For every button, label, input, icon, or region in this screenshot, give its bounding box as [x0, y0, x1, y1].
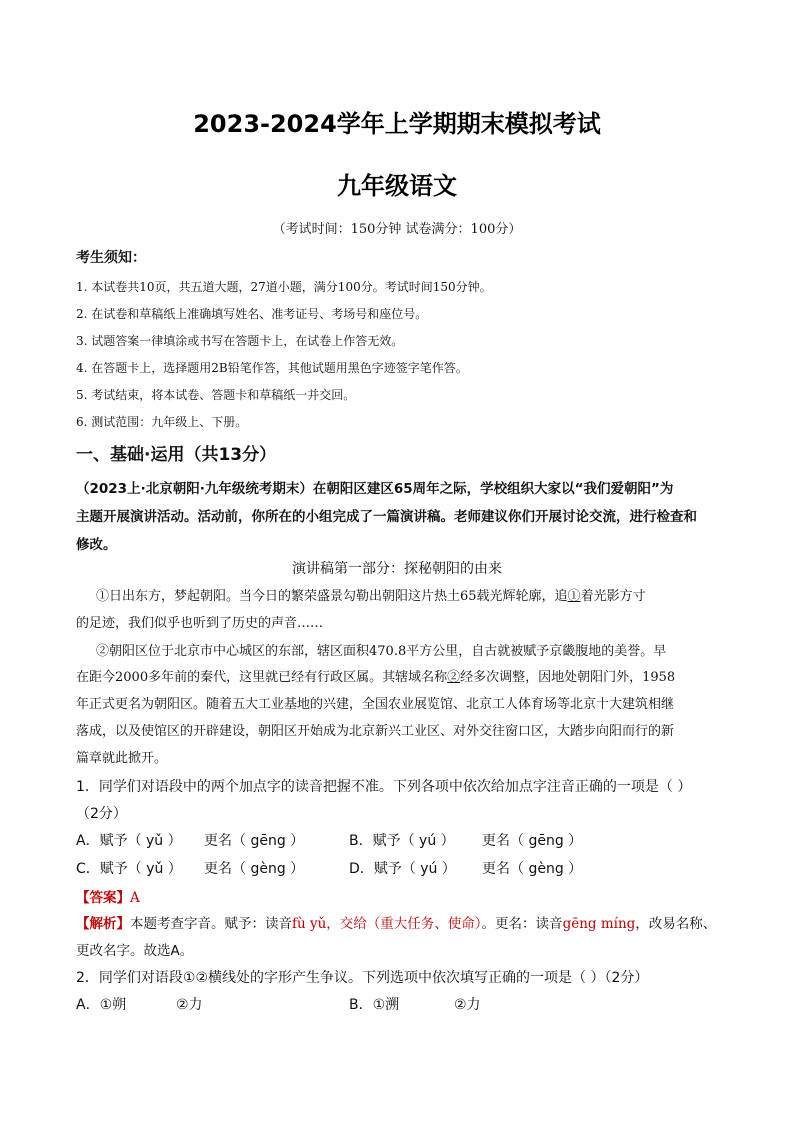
- subject-title: 九年级语文: [337, 172, 457, 200]
- notice-item: 4. 在答题卡上，选择题用2B铅笔作答，其他试题用黑色字迹签字笔作答。: [76, 361, 468, 375]
- speech-title: 演讲稿第一部分：探秘朝阳的由来: [292, 561, 502, 577]
- q1-option-b: B．赋予（ yú ）: [349, 833, 455, 849]
- q1-option-d: D．赋予（ yú ）: [349, 861, 456, 877]
- section-heading: 一、基础·运用（共13分）: [76, 445, 277, 465]
- speech-para2-line: ②朝阳区位于北京市中心城区的东部，辖区面积470.8平方公里，自古就被赋予京畿腹地的美誉。早: [96, 644, 667, 659]
- notice-item: 6. 测试范围：九年级上、下册。: [76, 415, 248, 429]
- exam-info: （考试时间：150分钟 试卷满分：100分）: [272, 222, 522, 237]
- notice-item: 1. 本试卷共10页，共五道大题，27道小题，满分100分。考试时间150分钟。: [76, 280, 492, 294]
- q2-option-b: B．①溯: [349, 997, 400, 1013]
- intro-line: 修改。: [76, 537, 117, 553]
- q2-option-a: A．①朔: [76, 997, 127, 1013]
- speech-para2-line: 年正式更名为朝阳区。随着五大工业基地的兴建，全国农业展览馆、北京工人体育场等北京十大建筑相继: [76, 697, 675, 712]
- question-2-stem: 2．同学们对语段①②横线处的字形产生争议。下列选项中依次填写正确的一项是（ ）（2分）: [76, 970, 649, 986]
- exam-title: 2023-2024学年上学期期末模拟考试: [193, 110, 601, 138]
- notice-heading: 考生须知：: [76, 250, 146, 266]
- notice-item: 2. 在试卷和草稿纸上准确填写姓名、准考证号、考场号和座位号。: [76, 307, 428, 321]
- notice-item: 5. 考试结束，将本试卷、答题卡和草稿纸一并交回。: [76, 388, 356, 402]
- q1-option-d-2: 更名（ gèng ）: [482, 861, 583, 877]
- q1-option-a-2: 更名（ gēng ）: [204, 833, 305, 849]
- question-1-stem: 1．同学们对语段中的两个加点字的读音把握不准。下列各项中依次给加点字注音正确的一项是（ ）: [76, 779, 692, 795]
- q1-option-b-2: 更名（ gēng ）: [482, 833, 583, 849]
- intro-line: 主题开展演讲活动。活动前，你所在的小组完成了一篇演讲稿。老师建议你们开展讨论交流，进行检查和: [76, 509, 697, 525]
- speech-para2-line: 篇章就此掀开。: [76, 751, 168, 766]
- q1-option-c-2: 更名（ gèng ）: [204, 861, 305, 877]
- q1-option-a: A．赋予（ yǔ ）: [76, 833, 182, 849]
- q2-option-b-2: ②力: [454, 997, 481, 1013]
- q1-answer: 【答案】A: [76, 890, 140, 906]
- speech-para2-line: 落成，以及使馆区的开辟建设，朝阳区开始成为北京新兴工业区、对外交往窗口区，大踏步向阳而行的新: [76, 724, 675, 739]
- speech-para2-line: 在距今2000多年前的秦代，这里就已经有行政区属。其辖域名称②经多次调整，因地处朝阳门外，1958: [76, 670, 676, 685]
- q1-option-c: C．赋予（ yǔ ）: [76, 861, 182, 877]
- blank-1: ①: [567, 589, 581, 604]
- speech-para1-line2: 的足迹，我们似乎也听到了历史的声音……: [76, 616, 324, 631]
- q1-analysis-line1: 【解析】本题考查字音。赋予：读音fù yǔ，交给（重大任务、使命）。更名：读音gēng míng，改易名称、: [76, 916, 717, 932]
- blank-2: ②: [447, 670, 461, 685]
- q1-analysis-line2: 更改名字。故选A。: [76, 943, 194, 959]
- intro-line: （2023上·北京朝阳·九年级统考期末）在朝阳区建区65周年之际，学校组织大家以“我们爱朝阳”为: [76, 481, 674, 497]
- q2-option-a-2: ②力: [176, 997, 203, 1013]
- notice-item: 3. 试题答案一律填涂或书写在答题卡上，在试卷上作答无效。: [76, 334, 404, 348]
- speech-para1-line1: ①日出东方，梦起朝阳。当今日的繁荣盛景勾勒出朝阳这片热土65载光辉轮廓，追①着光影方寸: [96, 589, 646, 604]
- question-1-score: （2分）: [76, 806, 127, 822]
